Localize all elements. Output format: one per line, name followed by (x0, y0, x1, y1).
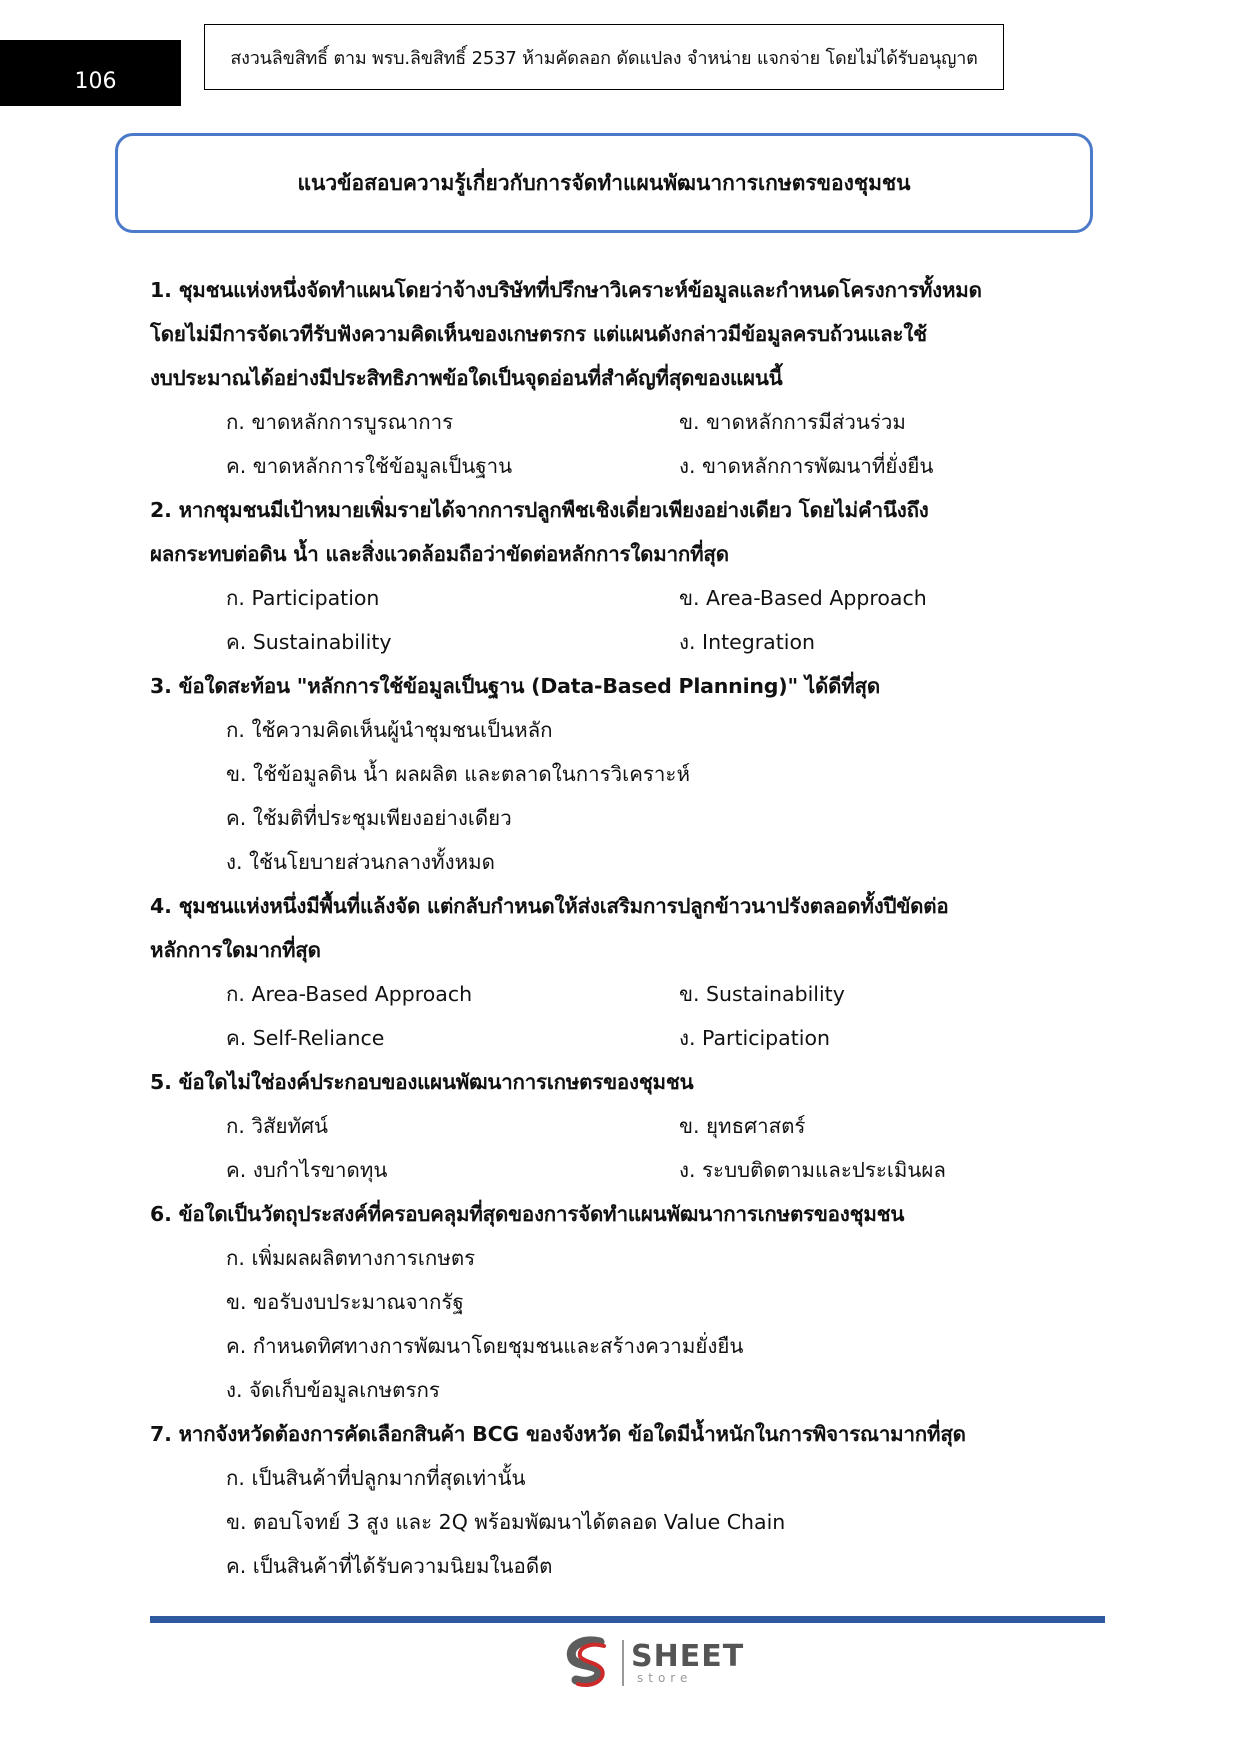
option: ก. เพิ่มผลผลิตทางการเกษตร (226, 1246, 476, 1270)
option: ง. Integration (679, 630, 816, 654)
question-4 (150, 884, 1090, 1060)
question-text-line: 4. ชุมชนแห่งหนึ่งมีพื้นที่แล้งจัด แต่กลับกำหนดให้ส่งเสริมการปลูกข้าวนาปรังตลอดทั้งปีขัดต่อ (150, 894, 949, 918)
option: ข. ขอรับงบประมาณจากรัฐ (226, 1290, 464, 1314)
option-list (226, 972, 1090, 1060)
option: ค. เป็นสินค้าที่ได้รับความนิยมในอดีต (226, 1554, 553, 1578)
footer-divider (150, 1616, 1105, 1623)
option: ง. ขาดหลักการพัฒนาที่ยั่งยืน (679, 454, 934, 478)
option: ค. Self-Reliance (226, 1026, 385, 1050)
option: ข. Area-Based Approach (679, 586, 927, 610)
question-text-line: 7. หากจังหวัดต้องการคัดเลือกสินค้า BCG ของจังหวัด ข้อใดมีน้ำหนักในการพิจารณามากที่สุด (150, 1422, 966, 1446)
option: ง. ระบบติดตามและประเมินผล (679, 1158, 946, 1182)
question-text-line: หลักการใดมากที่สุด (150, 938, 321, 962)
question-text-line: 2. หากชุมชนมีเป้าหมายเพิ่มรายได้จากการปลูกพืชเชิงเดี่ยวเพียงอย่างเดียว โดยไม่คำนึงถึง (150, 498, 929, 522)
option: ก. ใช้ความคิดเห็นผู้นำชุมชนเป็นหลัก (226, 718, 553, 742)
option: ค. Sustainability (226, 630, 392, 654)
question-text-line: งบประมาณได้อย่างมีประสิทธิภาพข้อใดเป็นจุดอ่อนที่สำคัญที่สุดของแผนนี้ (150, 366, 783, 390)
question-1 (150, 268, 1090, 488)
option: ง. Participation (679, 1026, 831, 1050)
option: ก. Area-Based Approach (226, 982, 473, 1006)
question-6 (150, 1192, 1090, 1412)
option: ง. ใช้นโยบายส่วนกลางทั้งหมด (226, 850, 495, 874)
option: ก. วิสัยทัศน์ (226, 1114, 329, 1138)
section-title: แนวข้อสอบความรู้เกี่ยวกับการจัดทำแผนพัฒนาการเกษตรของชุมชน (297, 170, 911, 195)
page-number: 106 (0, 40, 181, 106)
logo-word: SHEET (631, 1639, 745, 1674)
question-text-line: 1. ชุมชนแห่งหนึ่งจัดทำแผนโดยว่าจ้างบริษัทที่ปรึกษาวิเคราะห์ข้อมูลและกำหนดโครงการทั้งหมด (150, 278, 982, 302)
question-text-line: ผลกระทบต่อดิน น้ำ และสิ่งแวดล้อมถือว่าขัดต่อหลักการใดมากที่สุด (150, 542, 729, 566)
question-5 (150, 1060, 1090, 1192)
question-list (150, 268, 1090, 1588)
option-list (226, 1104, 1090, 1192)
option-list (226, 1456, 1090, 1588)
logo-sub: store (637, 1671, 693, 1685)
option: ง. จัดเก็บข้อมูลเกษตรกร (226, 1378, 440, 1402)
question-7 (150, 1412, 1090, 1588)
option: ค. ใช้มติที่ประชุมเพียงอย่างเดียว (226, 806, 512, 830)
option-list (226, 708, 1090, 884)
option: ข. ขาดหลักการมีส่วนร่วม (679, 410, 906, 434)
sheet-s-logo-icon (560, 1634, 618, 1692)
option: ค. ขาดหลักการใช้ข้อมูลเป็นฐาน (226, 454, 513, 478)
option: ข. ใช้ข้อมูลดิน น้ำ ผลผลิต และตลาดในการวิเคราะห์ (226, 762, 690, 786)
option-list (226, 1236, 1090, 1412)
option: ก. เป็นสินค้าที่ปลูกมากที่สุดเท่านั้น (226, 1466, 526, 1490)
question-3 (150, 664, 1090, 884)
option: ข. ยุทธศาสตร์ (679, 1114, 806, 1138)
question-text-line: 6. ข้อใดเป็นวัตถุประสงค์ที่ครอบคลุมที่สุดของการจัดทำแผนพัฒนาการเกษตรของชุมชน (150, 1202, 905, 1226)
copyright-notice: สงวนลิขสิทธิ์ ตาม พรบ.ลิขสิทธิ์ 2537 ห้ามคัดลอก ดัดแปลง จำหน่าย แจกจ่าย โดยไม่ได้รับอนุญาต (204, 24, 1004, 90)
option: ข. ตอบโจทย์ 3 สูง และ 2Q พร้อมพัฒนาได้ตลอด Value Chain (226, 1510, 786, 1534)
question-text-line: โดยไม่มีการจัดเวทีรับฟังความคิดเห็นของเกษตรกร แต่แผนดังกล่าวมีข้อมูลครบถ้วนและใช้ (150, 322, 927, 346)
logo-text (631, 1639, 745, 1685)
question-2 (150, 488, 1090, 664)
logo-separator (622, 1640, 624, 1686)
option: ข. Sustainability (679, 982, 845, 1006)
option: ก. ขาดหลักการบูรณาการ (226, 410, 454, 434)
option: ค. งบกำไรขาดทุน (226, 1158, 388, 1182)
question-text-line: 3. ข้อใดสะท้อน "หลักการใช้ข้อมูลเป็นฐาน (Data-Based Planning)" ได้ดีที่สุด (150, 674, 880, 698)
sheet-store-logo (560, 1634, 744, 1692)
option-list (226, 400, 1090, 488)
option-list (226, 576, 1090, 664)
section-title-box (115, 133, 1093, 233)
option: ก. Participation (226, 586, 380, 610)
question-text-line: 5. ข้อใดไม่ใช่องค์ประกอบของแผนพัฒนาการเกษตรของชุมชน (150, 1070, 694, 1094)
option: ค. กำหนดทิศทางการพัฒนาโดยชุมชนและสร้างความยั่งยืน (226, 1334, 744, 1358)
